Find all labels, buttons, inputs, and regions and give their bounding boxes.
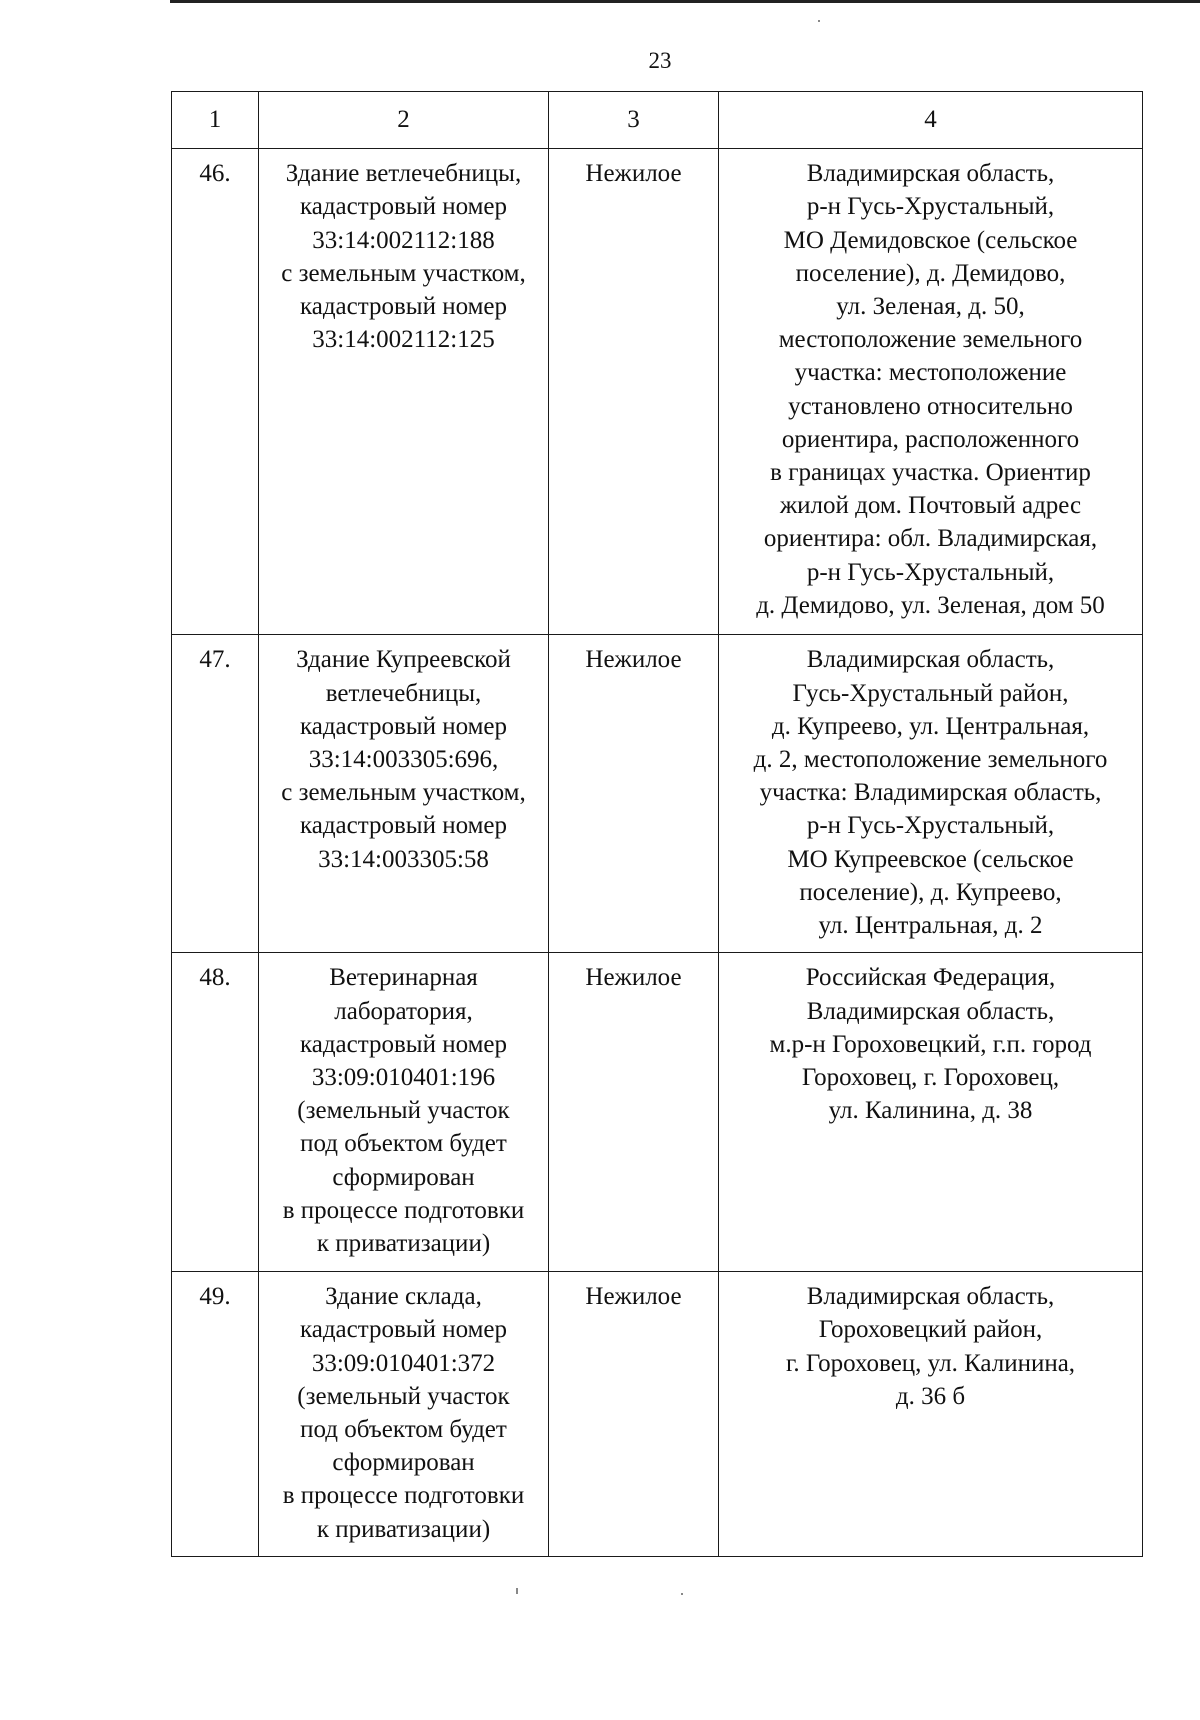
text-line: к приватизации) xyxy=(316,1229,491,1257)
text-line: Владимирская область, xyxy=(806,160,1055,188)
text-line: ориентира: обл. Владимирская, xyxy=(763,525,1098,553)
text-line: 33:14:002112:188 xyxy=(312,226,495,254)
text-line: установлено относительно xyxy=(788,392,1073,420)
object-description xyxy=(259,635,549,953)
scan-speck xyxy=(818,20,820,22)
text-line: МО Купреевское (сельское xyxy=(787,845,1074,873)
table-row xyxy=(172,635,1143,953)
page-number: 23 xyxy=(648,48,672,73)
text-line: 33:14:003305:696, xyxy=(308,746,499,774)
text-line: Ветеринарная xyxy=(329,964,478,992)
text-line: с земельным участком, xyxy=(281,779,526,807)
text-line: г. Гороховец, ул. Калинина, xyxy=(785,1349,1076,1377)
property-table xyxy=(171,91,1143,1557)
object-type: Нежилое xyxy=(549,635,719,953)
row-number: 46. xyxy=(172,149,259,635)
column-header: 3 xyxy=(549,92,719,149)
text-line: ветлечебницы, xyxy=(325,679,482,707)
row-number: 49. xyxy=(172,1272,259,1557)
text-line: Владимирская область, xyxy=(806,646,1055,674)
text-line: поселение), д. Демидово, xyxy=(795,259,1066,287)
text-line: д. 2, местоположение земельного xyxy=(753,746,1108,774)
text-line: участка: Владимирская область, xyxy=(759,779,1102,807)
text-line: Гороховец, г. Гороховец, xyxy=(801,1063,1060,1091)
object-address xyxy=(719,1272,1143,1557)
text-line: Владимирская область, xyxy=(806,1283,1055,1311)
text-line: жилой дом. Почтовый адрес xyxy=(779,492,1082,520)
text-line: сформирован xyxy=(332,1449,475,1477)
text-line: с земельным участком, xyxy=(281,259,526,287)
object-address xyxy=(719,953,1143,1272)
text-line: Владимирская область, xyxy=(806,997,1055,1025)
text-line: Гусь-Хрустальный район, xyxy=(792,679,1069,707)
text-line: в процессе подготовки xyxy=(282,1196,525,1224)
text-line: кадастровый номер xyxy=(299,712,508,740)
text-line: кадастровый номер xyxy=(299,292,508,320)
text-line: поселение), д. Купреево, xyxy=(799,878,1062,906)
text-line: МО Демидовское (сельское xyxy=(783,226,1078,254)
text-line: под объектом будет xyxy=(300,1415,507,1443)
text-line: сформирован xyxy=(332,1163,475,1191)
column-header: 1 xyxy=(172,92,259,149)
object-description xyxy=(259,1272,549,1557)
row-number: 47. xyxy=(172,635,259,953)
text-line: кадастровый номер xyxy=(299,1030,508,1058)
text-line: в границах участка. Ориентир xyxy=(770,458,1091,486)
text-line: Здание склада, xyxy=(325,1283,482,1311)
text-line: (земельный участок xyxy=(297,1097,510,1125)
text-line: Российская Федерация, xyxy=(805,964,1056,992)
object-address xyxy=(719,149,1143,635)
text-line: 33:09:010401:196 xyxy=(311,1063,496,1091)
text-line: ул. Центральная, д. 2 xyxy=(818,912,1043,940)
object-description xyxy=(259,149,549,635)
text-line: м.р-н Гороховецкий, г.п. город xyxy=(769,1030,1092,1058)
text-line: Здание ветлечебницы, xyxy=(285,160,522,188)
column-header: 4 xyxy=(719,92,1143,149)
text-line: д. 36 б xyxy=(895,1382,966,1410)
scan-speck xyxy=(681,1593,683,1595)
text-line: кадастровый номер xyxy=(299,812,508,840)
text-line: Здание Купреевской xyxy=(296,646,511,674)
object-type: Нежилое xyxy=(549,149,719,635)
text-line: ориентира, расположенного xyxy=(781,425,1080,453)
column-header: 2 xyxy=(259,92,549,149)
text-line: р-н Гусь-Хрустальный, xyxy=(806,812,1055,840)
text-line: 33:09:010401:372 xyxy=(311,1349,496,1377)
table-row xyxy=(172,149,1143,635)
text-line: р-н Гусь-Хрустальный, xyxy=(806,558,1055,586)
text-line: под объектом будет xyxy=(300,1130,507,1158)
text-line: Гороховецкий район, xyxy=(818,1316,1043,1344)
text-line: 33:14:002112:125 xyxy=(312,326,495,354)
text-line: кадастровый номер xyxy=(299,1316,508,1344)
text-line: кадастровый номер xyxy=(299,193,508,221)
table-row xyxy=(172,1272,1143,1557)
object-description xyxy=(259,953,549,1272)
row-number: 48. xyxy=(172,953,259,1272)
text-line: к приватизации) xyxy=(316,1515,491,1543)
text-line: р-н Гусь-Хрустальный, xyxy=(806,193,1055,221)
text-line: лаборатория, xyxy=(334,997,473,1025)
text-line: ул. Калинина, д. 38 xyxy=(828,1097,1033,1125)
text-line: местоположение земельного xyxy=(778,326,1083,354)
text-line: д. Купреево, ул. Центральная, xyxy=(771,712,1090,740)
object-address xyxy=(719,635,1143,953)
scan-top-edge xyxy=(170,0,1200,3)
text-line: ул. Зеленая, д. 50, xyxy=(836,292,1025,320)
object-type: Нежилое xyxy=(549,953,719,1272)
object-type: Нежилое xyxy=(549,1272,719,1557)
scan-speck xyxy=(516,1588,518,1594)
text-line: д. Демидово, ул. Зеленая, дом 50 xyxy=(756,591,1105,619)
table-row xyxy=(172,953,1143,1272)
text-line: 33:14:003305:58 xyxy=(318,845,489,873)
text-line: участка: местоположение xyxy=(794,359,1067,387)
table-header-row xyxy=(172,92,1143,149)
text-line: в процессе подготовки xyxy=(282,1482,525,1510)
text-line: (земельный участок xyxy=(297,1382,510,1410)
